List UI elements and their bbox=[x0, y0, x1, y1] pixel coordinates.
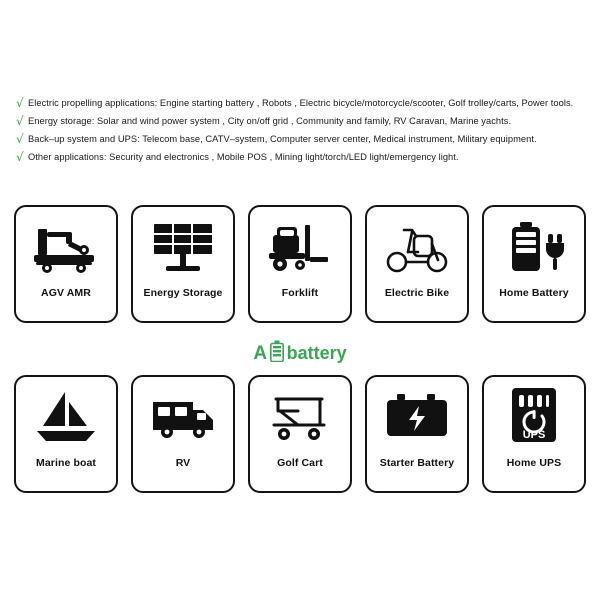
list-item-text: Energy storage: Solar and wind power system , City on/off grid , Community and family, RV Caravan, Marine yachts. bbox=[28, 116, 512, 126]
card-marine-boat bbox=[14, 375, 118, 493]
battery-mark-icon bbox=[270, 340, 284, 367]
card-label: Forklift bbox=[281, 287, 319, 299]
forklift-icon bbox=[250, 207, 350, 287]
list-item bbox=[16, 132, 588, 146]
card-label: RV bbox=[175, 457, 191, 469]
card-label: Home UPS bbox=[506, 457, 562, 469]
card-label: Energy Storage bbox=[143, 287, 223, 299]
sailboat-icon bbox=[16, 377, 116, 457]
card-label: Golf Cart bbox=[277, 457, 323, 469]
applications-list bbox=[16, 96, 588, 168]
card-label: Marine boat bbox=[35, 457, 97, 469]
svg-text:UPS: UPS bbox=[522, 429, 546, 441]
list-item bbox=[16, 114, 588, 128]
card-electric-bike bbox=[365, 205, 469, 323]
card-home-ups bbox=[482, 375, 586, 493]
card-label: Electric Bike bbox=[384, 287, 450, 299]
card-starter-battery bbox=[365, 375, 469, 493]
card-label: AGV AMR bbox=[41, 287, 91, 299]
scooter-icon bbox=[367, 207, 467, 287]
list-item-text: Electric propelling applications: Engine starting battery , Robots , Electric bicycle/motorcycle/scooter, Golf trolley/carts, Power tools. bbox=[28, 98, 574, 108]
list-item-text: Back–up system and UPS: Telecom base, CATV–system, Computer server center, Medical instrument, Military equipment. bbox=[28, 134, 537, 144]
card-rv bbox=[131, 375, 235, 493]
application-card-row-1 bbox=[14, 205, 586, 323]
agv-robot-icon bbox=[16, 207, 116, 287]
card-home-battery bbox=[482, 205, 586, 323]
battery-plug-icon bbox=[484, 207, 584, 287]
solar-panel-icon bbox=[133, 207, 233, 287]
rv-camper-icon bbox=[133, 377, 233, 457]
card-label: Home Battery bbox=[499, 287, 569, 299]
logo-prefix: A bbox=[253, 342, 267, 364]
logo-wordmark: battery bbox=[286, 343, 347, 363]
brand-logo bbox=[0, 340, 600, 367]
check-icon: √ bbox=[16, 96, 24, 110]
car-battery-icon bbox=[367, 377, 467, 457]
application-card-row-2 bbox=[14, 375, 586, 493]
check-icon: √ bbox=[16, 132, 24, 146]
list-item-text: Other applications: Security and electronics , Mobile POS , Mining light/torch/LED light/emergency light. bbox=[28, 152, 459, 162]
list-item bbox=[16, 96, 588, 110]
card-agv-amr bbox=[14, 205, 118, 323]
check-icon: √ bbox=[16, 114, 24, 128]
check-icon: √ bbox=[16, 150, 24, 164]
card-energy-storage bbox=[131, 205, 235, 323]
golf-cart-icon bbox=[250, 377, 350, 457]
card-golf-cart bbox=[248, 375, 352, 493]
ups-icon bbox=[484, 377, 584, 457]
card-label: Starter Battery bbox=[379, 457, 455, 469]
list-item bbox=[16, 150, 588, 164]
card-forklift bbox=[248, 205, 352, 323]
